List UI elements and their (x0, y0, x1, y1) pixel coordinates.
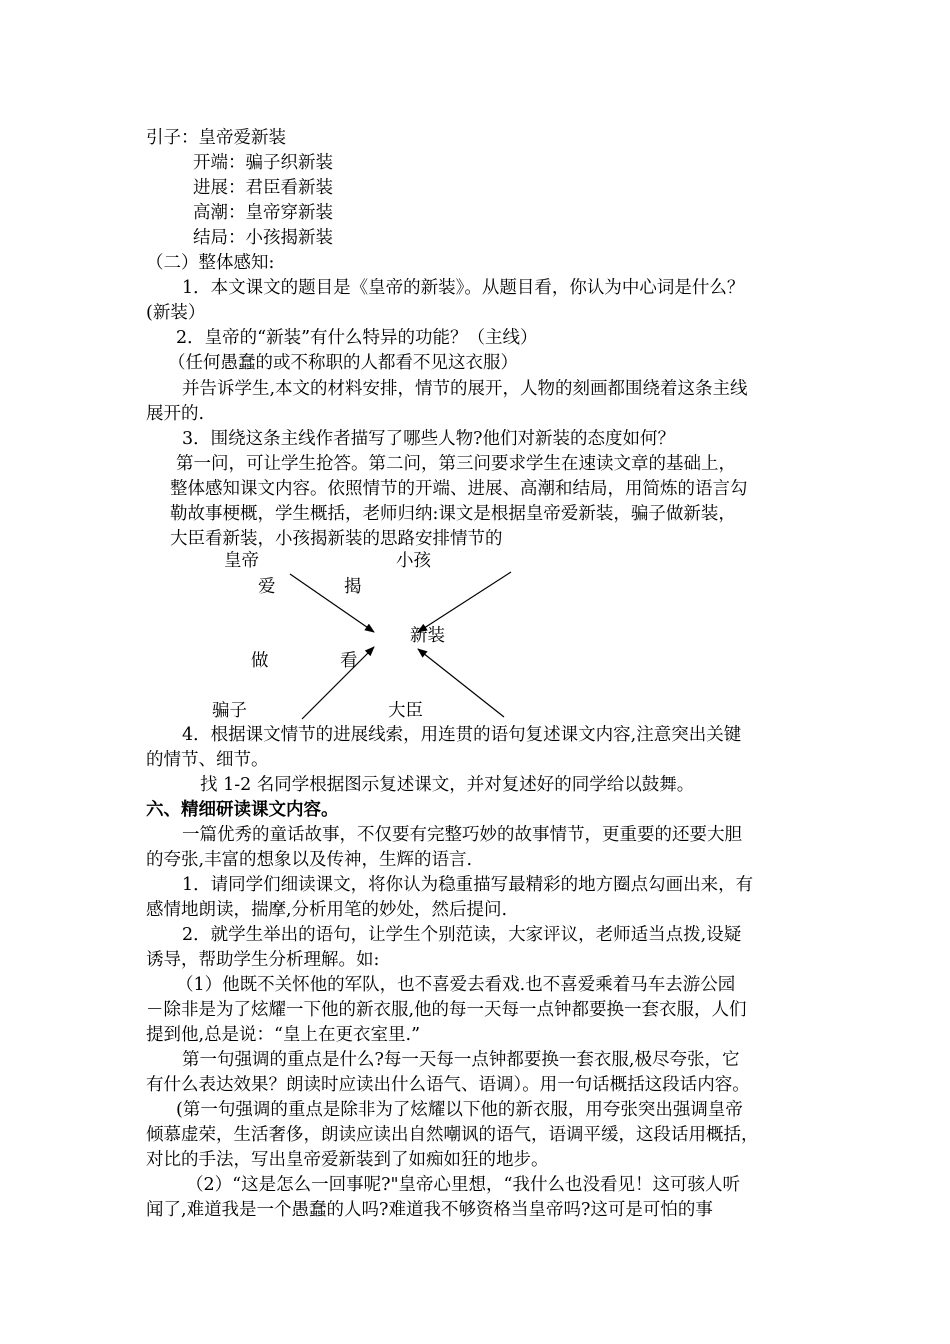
diagram-love: 爱 (258, 577, 276, 597)
section6-heading: 六、精细研读课文内容。 (146, 800, 339, 820)
section6-p6-line-2: 倾慕虚荣，生活奢侈，朗读应读出自然嘲讽的语气，语调平缓，这段话用概括， (146, 1125, 759, 1145)
diagram-emperor: 皇帝 (224, 551, 259, 571)
diagram-look: 看 (340, 651, 358, 671)
diagram-swindler: 骗子 (212, 701, 247, 721)
question-2-answer: （任何愚蠢的或不称职的人都看不见这衣服） (168, 353, 518, 373)
question-2: 2．皇帝的“新装”有什么特异的功能？（主线） (176, 328, 538, 348)
section6-p7-line-1: （2）“这是怎么一回事呢?"皇帝心里想，“我什么也没看见！这可骇人听 (186, 1175, 740, 1195)
arrow-swindler-to-clothes (302, 647, 374, 719)
outline-beginning: 开端：骗子织新装 (193, 153, 333, 173)
explanation-line-1: 并告诉学生,本文的材料安排，情节的展开，人物的刻画都围绕着这条主线 (182, 379, 748, 399)
section6-p2-line-2: 感情地朗读，揣摩,分析用笔的妙处，然后提问. (146, 900, 508, 920)
question-3-paragraph-2: 整体感知课文内容。依照情节的开端、进展、高潮和结局，用简炼的语言勾 (170, 479, 748, 499)
question-1: 1．本文课文的题目是《皇帝的新装》。从题目看，你认为中心词是什么？ (182, 278, 745, 298)
section6-p1-line-1: 一篇优秀的童话故事，不仅要有完整巧妙的故事情节，更重要的还要大胆 (182, 825, 742, 845)
section6-p3-line-1: 2．就学生举出的语句，让学生个别范读，大家评议，老师适当点拨,设疑 (182, 925, 742, 945)
question-1-answer: (新装） (146, 303, 206, 323)
section6-p4-line-1: （1）他既不关怀他的军队，也不喜爱去看戏.也不喜爱乘着马车去游公园 (176, 975, 736, 995)
outline-ending: 结局：小孩揭新装 (193, 228, 333, 248)
question-3-paragraph-1: 第一问，可让学生抢答。第二问，第三问要求学生在速读文章的基础上， (176, 454, 736, 474)
section6-p4-line-2: －除非是为了炫耀一下他的新衣服,他的每一天每一点钟都要换一套衣服，人们 (146, 1000, 747, 1020)
question-4: 4．根据课文情节的进展线索，用连贯的语句复述课文内容,注意突出关键 (182, 725, 742, 745)
section6-p5-line-2: 有什么表达效果？朗读时应读出什么语气、语调）。用一句话概括这段话内容。 (146, 1075, 750, 1095)
diagram-minister: 大臣 (388, 701, 423, 721)
question-4-activity: 找 1-2 名同学根据图示复述课文，并对复述好的同学给以鼓舞。 (200, 775, 695, 795)
arrow-child-to-clothes (418, 572, 511, 632)
section6-p2-line-1: 1．请同学们细读课文，将你认为稳重描写最精彩的地方圈点勾画出来，有 (182, 875, 754, 895)
question-3: 3．围绕这条主线作者描写了哪些人物?他们对新装的态度如何？ (182, 429, 676, 449)
section2-heading: （二）整体感知: (146, 253, 275, 273)
question-4-line-2: 的情节、细节。 (146, 750, 269, 770)
arrow-minister-to-clothes (418, 649, 504, 717)
question-3-paragraph-3: 勒故事梗概，学生概括，老师归纳:课文是根据皇帝爱新装，骗子做新装， (170, 504, 736, 524)
diagram-make: 做 (251, 651, 269, 671)
section6-p4-line-3: 提到他,总是说：“皇上在更衣室里.” (146, 1025, 421, 1045)
section6-p1-line-2: 的夸张,丰富的想象以及传神，生辉的语言. (146, 850, 473, 870)
explanation-line-2: 展开的. (146, 404, 205, 424)
diagram-child: 小孩 (396, 551, 431, 571)
outline-development: 进展：君臣看新装 (193, 178, 333, 198)
section6-p3-line-2: 诱导，帮助学生分析理解。如: (146, 950, 380, 970)
diagram-reveal: 揭 (344, 577, 362, 597)
section6-p7-line-2: 闻了,难道我是一个愚蠢的人吗?难道我不够资格当皇帝吗?这可是可怕的事 (146, 1200, 713, 1220)
section6-p6-line-1: (第一句强调的重点是除非为了炫耀以下他的新衣服，用夸张突出强调皇帝 (176, 1100, 743, 1120)
diagram-new-clothes: 新装 (410, 626, 445, 646)
outline-climax: 高潮：皇帝穿新装 (193, 203, 333, 223)
question-3-paragraph-4: 大臣看新装，小孩揭新装的思路安排情节的 (170, 529, 503, 549)
outline-intro: 引子：皇帝爱新装 (146, 128, 286, 148)
section6-p6-line-3: 对比的手法，写出皇帝爱新装到了如痴如狂的地步。 (146, 1150, 549, 1170)
section6-p5-line-1: 第一句强调的重点是什么?每一天每一点钟都要换一套衣服,极尽夸张，它 (182, 1050, 740, 1070)
